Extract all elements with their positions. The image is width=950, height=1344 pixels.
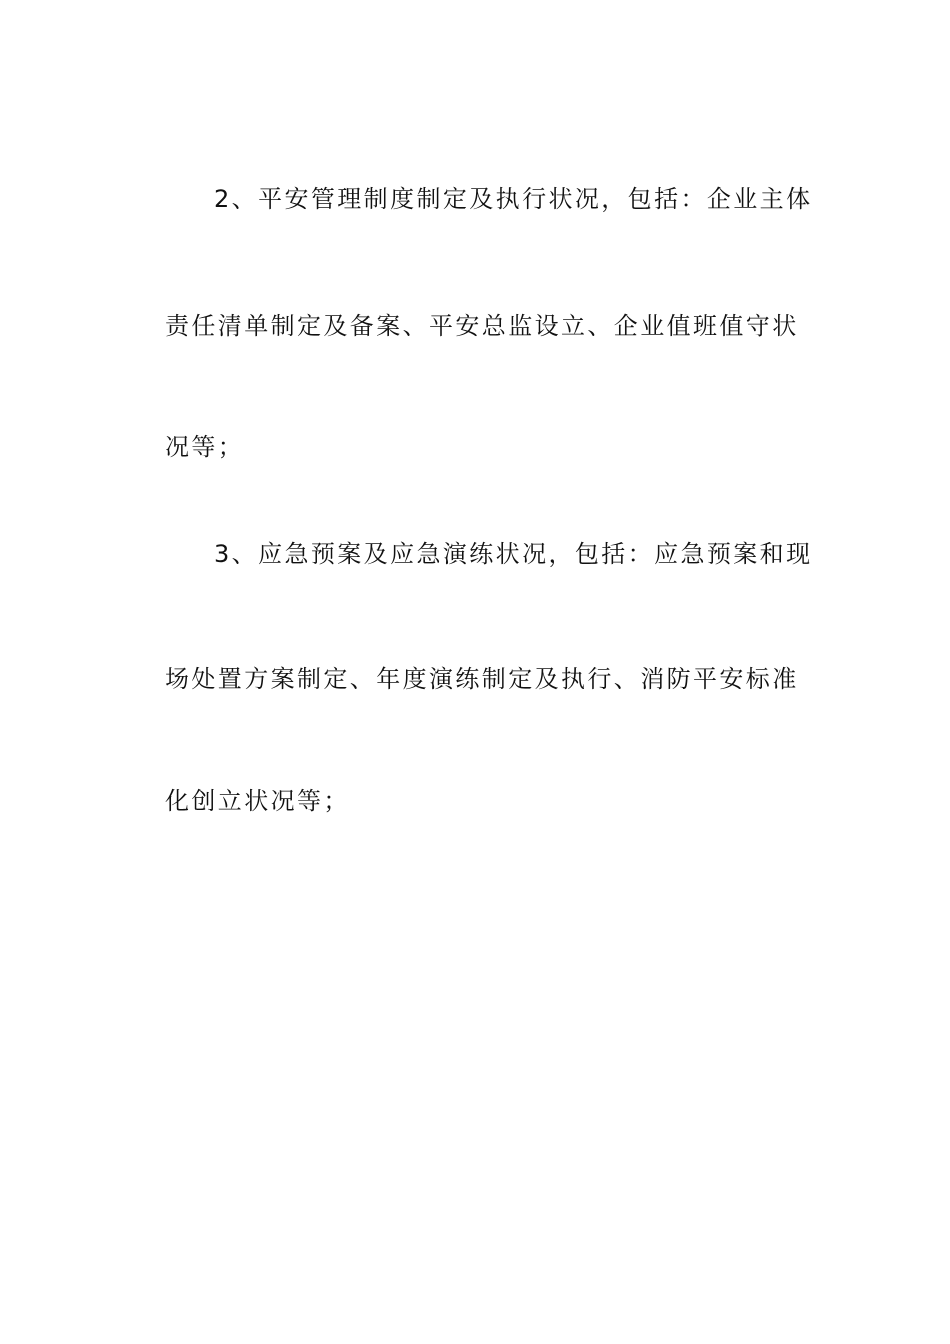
- paragraph-line: 责任清单制定及备案、平安总监设立、企业值班值守状: [165, 312, 799, 340]
- paragraph-line: 况等；: [165, 433, 245, 461]
- paragraph-line: 3、应急预案及应急演练状况，包括：应急预案和现: [214, 540, 813, 568]
- paragraph-line: 2、平安管理制度制定及执行状况，包括：企业主体: [214, 185, 813, 213]
- paragraph-line: 化创立状况等；: [165, 787, 350, 815]
- paragraph-line: 场处置方案制定、年度演练制定及执行、消防平安标准: [165, 665, 799, 693]
